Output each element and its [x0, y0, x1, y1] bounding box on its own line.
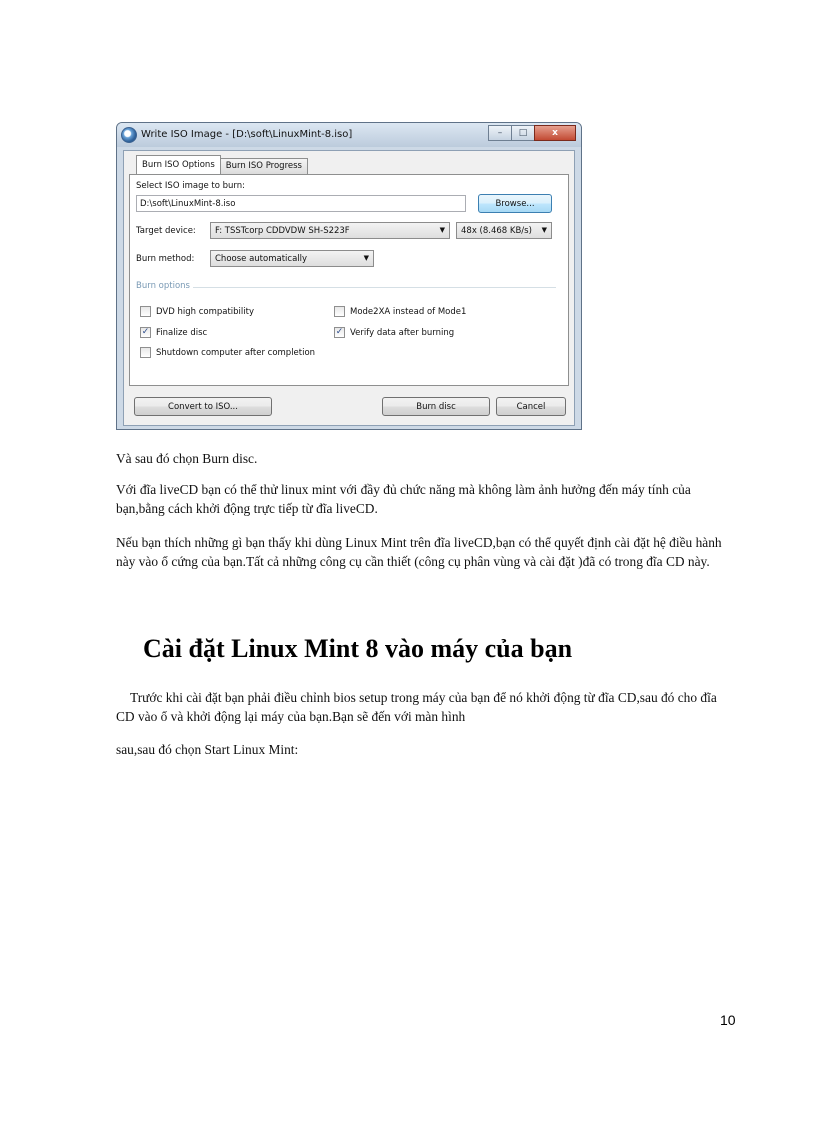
cancel-button[interactable]: Cancel	[496, 397, 566, 416]
tab-burn-iso-progress[interactable]: Burn ISO Progress	[220, 158, 308, 174]
iso-path-input[interactable]: D:\soft\LinuxMint-8.iso	[136, 195, 466, 212]
shutdown-checkbox[interactable]	[140, 347, 151, 358]
burn-method-label: Burn method:	[136, 254, 195, 264]
section-heading: Cài đặt Linux Mint 8 vào máy của bạn	[143, 634, 573, 663]
chevron-down-icon: ▼	[541, 226, 547, 234]
dialog-title: Write ISO Image - [D:\soft\LinuxMint-8.iso]	[141, 129, 353, 140]
finalize-label: Finalize disc	[156, 328, 208, 338]
finalize-checkbox[interactable]: ✓	[141, 327, 150, 337]
target-device-value: F: TSSTcorp CDDVDW SH-S223F	[215, 226, 350, 236]
close-icon[interactable]: x	[534, 125, 576, 141]
write-iso-dialog-screenshot	[116, 122, 582, 430]
app-disc-icon	[121, 127, 137, 143]
browse-button[interactable]: Browse...	[478, 194, 552, 213]
dialog-titlebar	[117, 123, 581, 147]
paragraph-start-mint: sau,sau đó chọn Start Linux Mint:	[116, 742, 299, 757]
select-iso-label: Select ISO image to burn:	[136, 181, 246, 191]
dvd-high-checkbox[interactable]	[140, 306, 151, 317]
verify-label: Verify data after burning	[350, 328, 455, 338]
paragraph-burn-disc: Và sau đó chọn Burn disc.	[116, 451, 258, 466]
minimize-icon[interactable]: –	[488, 125, 512, 141]
burn-disc-button[interactable]: Burn disc	[382, 397, 490, 416]
paragraph-bios-setup: Trước khi cài đặt bạn phải điều chỉnh bios setup trong máy của bạn để nó khởi động từ đĩa CD,sau đó cho đĩa CD vào ổ và khởi động lại máy của bạn.Bạn sẽ đến với màn hình	[116, 690, 717, 724]
convert-to-iso-button[interactable]: Convert to ISO...	[134, 397, 272, 416]
tab-burn-iso-options[interactable]: Burn ISO Options	[136, 155, 221, 174]
burn-options-panel	[129, 174, 569, 386]
burn-method-select[interactable]	[210, 250, 374, 267]
burn-options-group-label: Burn options	[136, 281, 193, 291]
dialog-tabs	[136, 158, 307, 174]
shutdown-label: Shutdown computer after completion	[156, 348, 316, 358]
speed-select[interactable]	[456, 222, 552, 239]
paragraph-install-choice: Nếu bạn thích những gì bạn thấy khi dùng Linux Mint trên đĩa liveCD,bạn có thể quyết định cài đặt hệ điều hành này vào ổ cứng của bạn.Tất cả những công cụ cần thiết (công cụ phân vùng và cài đặt )đã có trong đĩa CD này.	[116, 535, 722, 569]
burn-method-value: Choose automatically	[215, 254, 308, 264]
dialog-client-area	[123, 150, 575, 426]
window-buttons	[489, 125, 576, 141]
chevron-down-icon: ▼	[439, 226, 445, 234]
maximize-icon[interactable]: □	[511, 125, 535, 141]
mode2xa-checkbox[interactable]	[334, 306, 345, 317]
group-divider	[136, 287, 556, 288]
target-device-label: Target device:	[136, 226, 196, 236]
paragraph-livecd: Với đĩa liveCD bạn có thể thử linux mint với đầy đủ chức năng mà không làm ảnh hưởng đến máy tính của bạn,bằng cách khởi động trực tiếp từ đĩa liveCD.	[116, 482, 691, 516]
page-number: 10	[720, 1012, 736, 1028]
speed-value: 48x (8.468 KB/s)	[461, 226, 532, 236]
verify-checkbox[interactable]: ✓	[335, 327, 344, 337]
mode2xa-label: Mode2XA instead of Mode1	[350, 307, 467, 317]
chevron-down-icon: ▼	[363, 254, 369, 262]
dvd-high-label: DVD high compatibility	[156, 307, 254, 317]
target-device-select[interactable]	[210, 222, 450, 239]
